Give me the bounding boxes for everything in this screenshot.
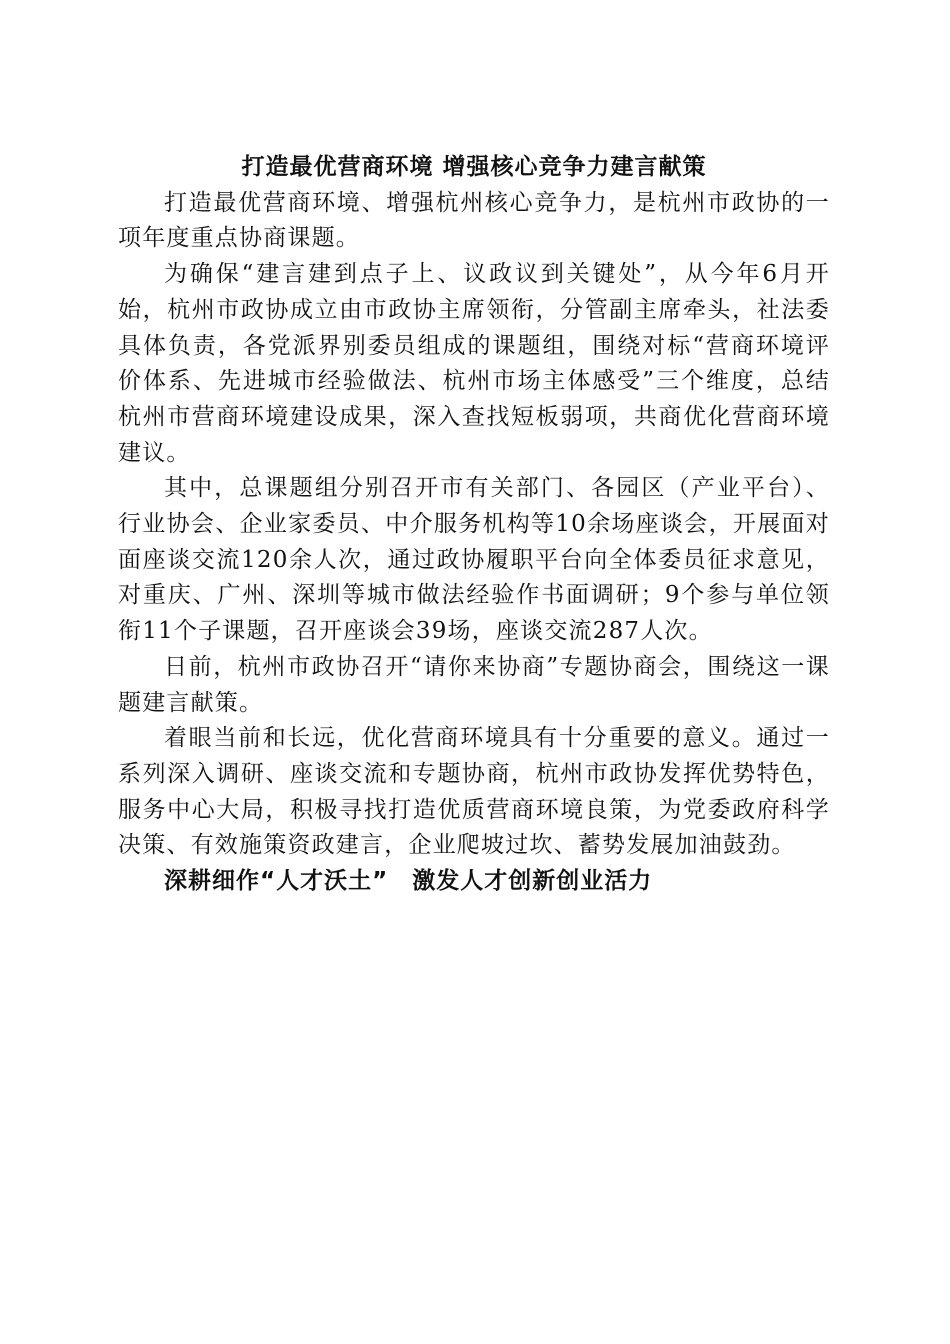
paragraph-meetings: 其中，总课题组分别召开市有关部门、各园区（产业平台）、行业协会、企业家委员、中介服务机构等10余场座谈会，开展面对面座谈交流120余人次，通过政协履职平台向全体委员征求意见，对重庆、广州、深圳等城市做法经验作书面调研；9个参与单位领衔11个子课题，召开座谈会39场，座谈交流287人次。 <box>118 475 830 645</box>
paragraph-consultation: 日前，杭州市政协召开“请你来协商”专题协商会，围绕这一课题建言献策。 <box>118 653 830 716</box>
paragraph-significance: 着眼当前和长远，优化营商环境具有十分重要的意义。通过一系列深入调研、座谈交流和专题协商，杭州市政协发挥优势特色，服务中心大局，积极寻找打造优质营商环境良策，为党委政府科学决策、有效施策资政建言，企业爬坡过坎、蓄势发展加油鼓劲。 <box>118 725 830 859</box>
article-title: 打造最优营商环境 增强核心竞争力建言献策 <box>241 154 707 180</box>
document-body <box>118 150 830 900</box>
section-subheading: 深耕细作“人才沃土” 激发人才创新创业活力 <box>164 868 653 895</box>
paragraph-task-force: 为确保“建言建到点子上、议政议到关键处”，从今年6月开始，杭州市政协成立由市政协主席领衔，分管副主席牵头，社法委具体负责，各党派界别委员组成的课题组，围绕对标“营商环境评价体系、先进城市经验做法、杭州市场主体感受”三个维度，总结杭州市营商环境建设成果，深入查找短板弱项，共商优化营商环境建议。 <box>118 261 830 466</box>
paragraph-intro: 打造最优营商环境、增强杭州核心竞争力，是杭州市政协的一项年度重点协商课题。 <box>118 189 830 252</box>
